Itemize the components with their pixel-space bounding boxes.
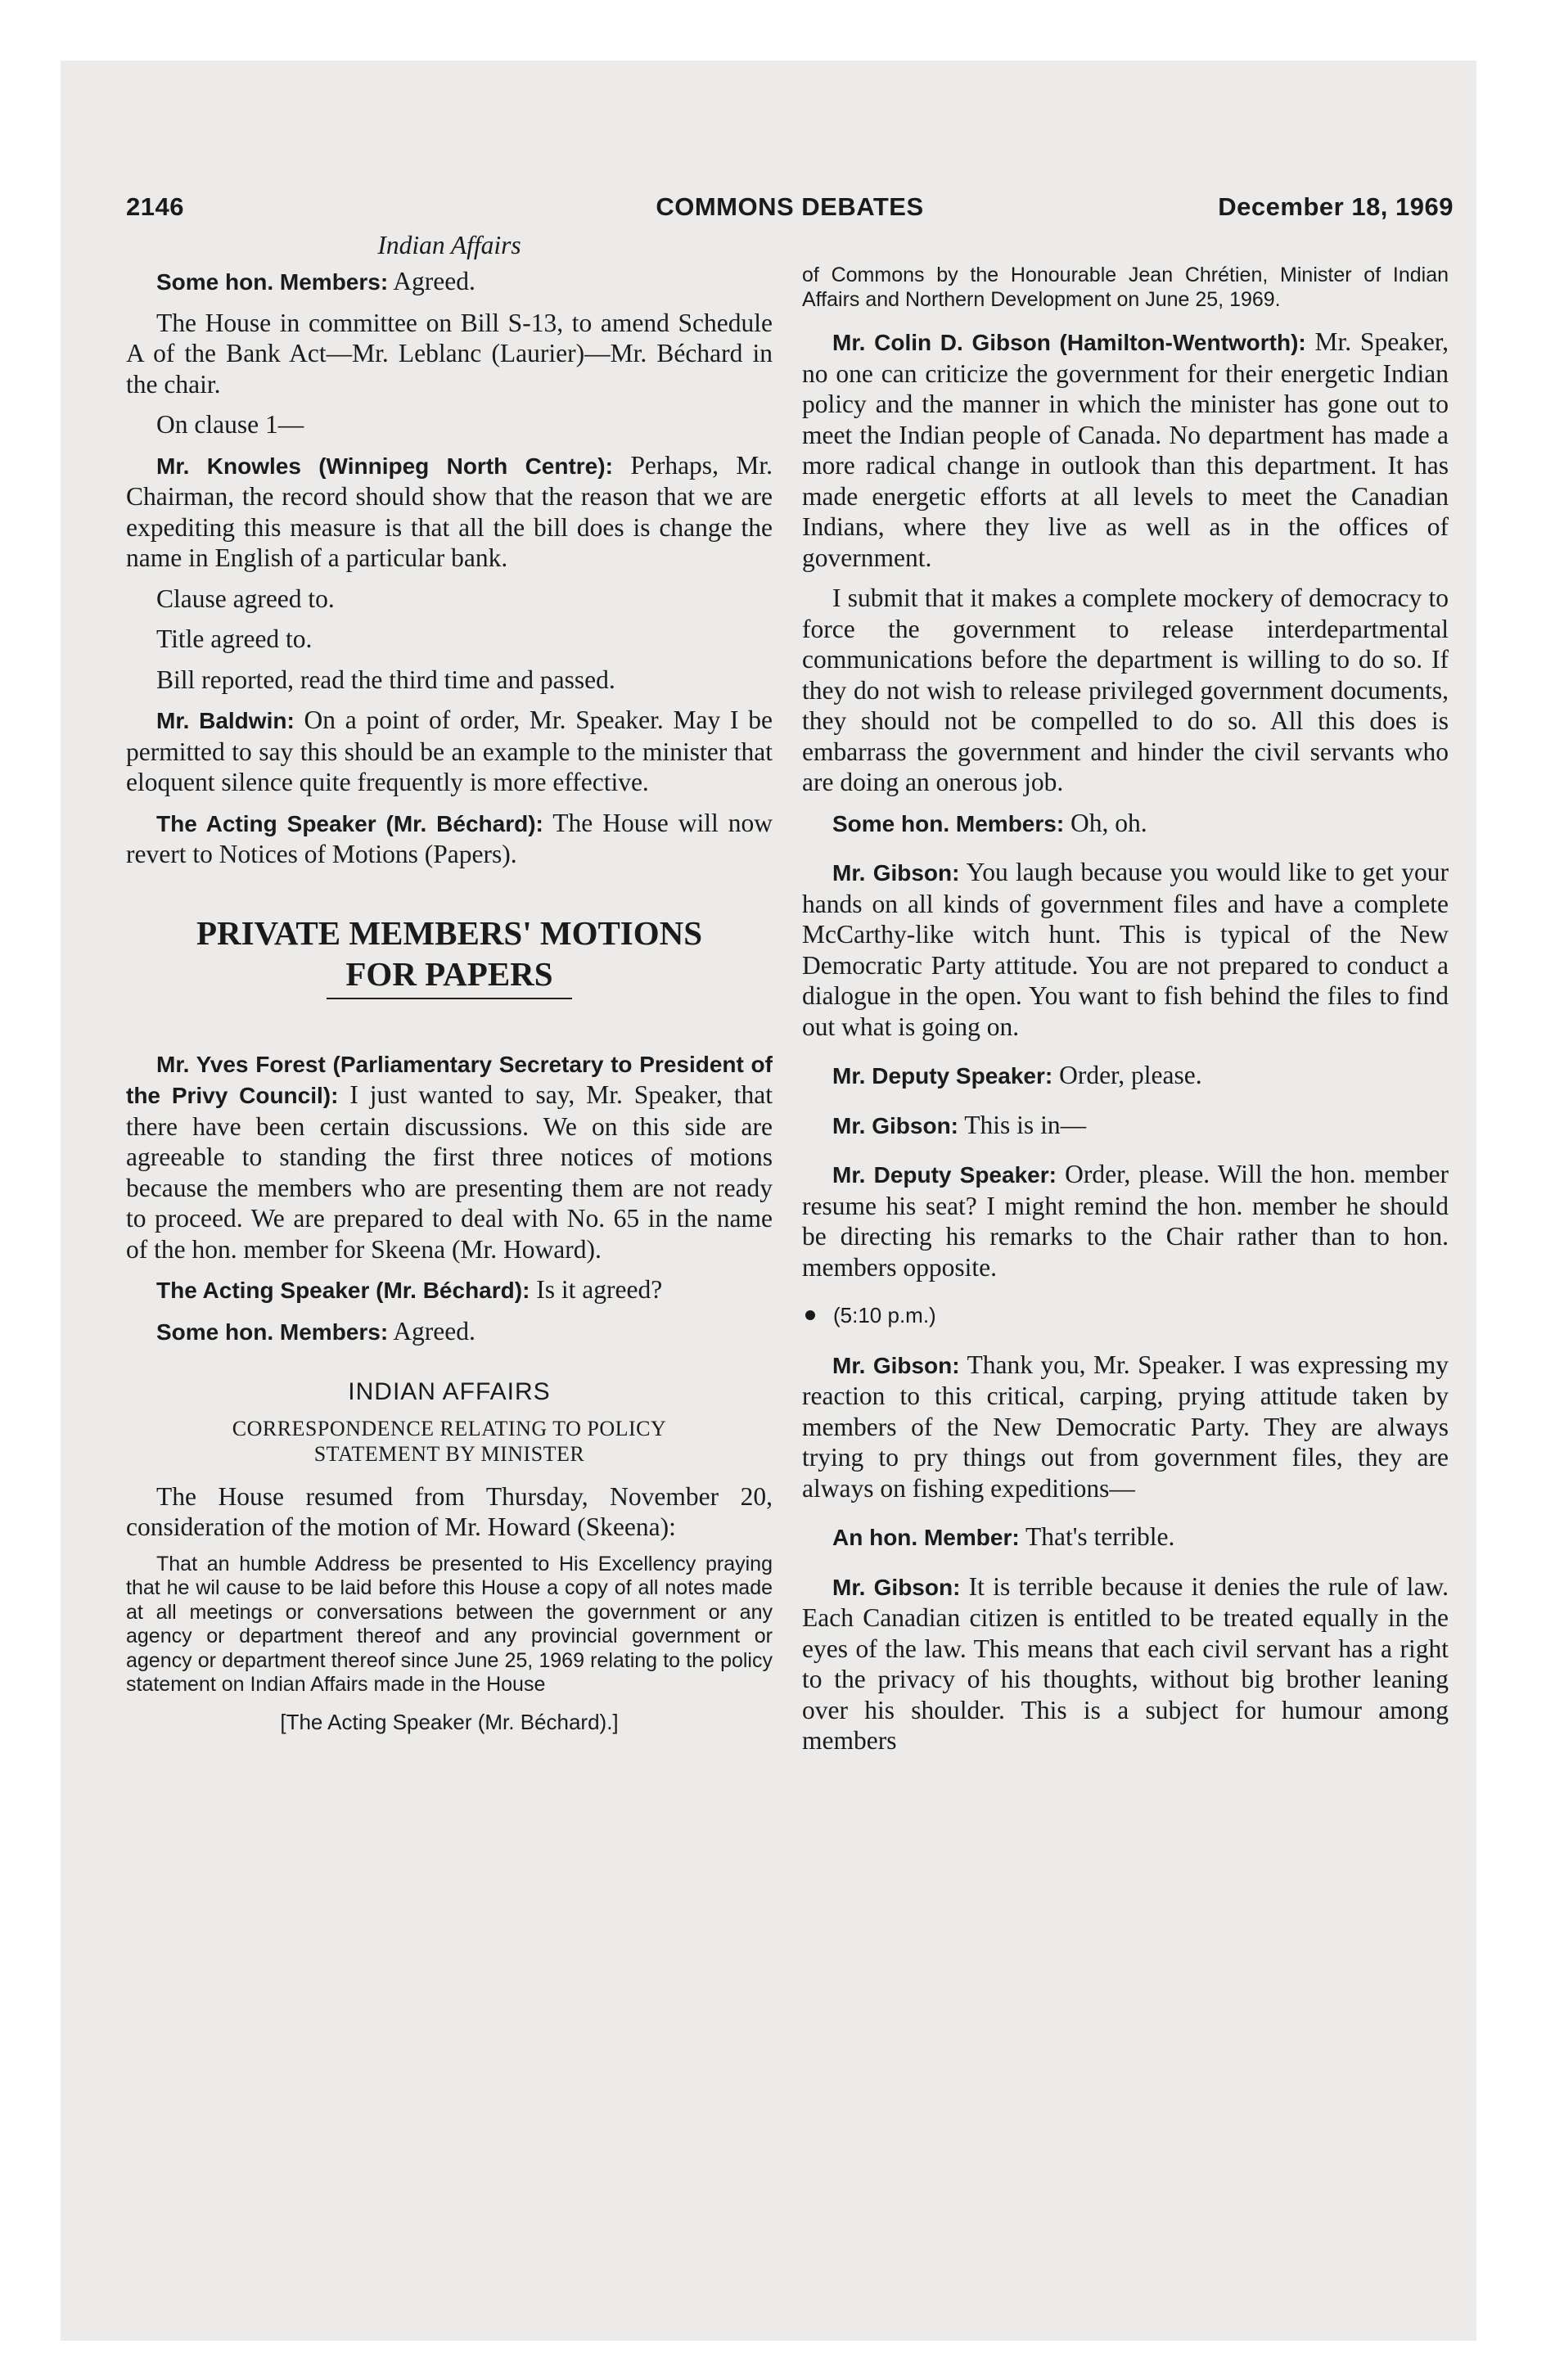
- paragraph: [126, 450, 773, 574]
- motion-text: That an humble Address be presented to His Excellency praying that he wil cause to be laid before this House a copy of all notes made at all meetings or conversations between the government or any agency or department thereof and any provincial government or agency or department thereof since June 25, 1969 relating to the policy statement on Indian Affairs made in the House: [126, 1552, 773, 1696]
- paragraph: [802, 1110, 1449, 1142]
- paragraph: The House resumed from Thursday, November 20, consideration of the motion of Mr. Howard (Skeena):: [126, 1481, 773, 1541]
- paragraph: On clause 1—: [156, 410, 304, 439]
- speaker-name: Mr. Gibson:: [832, 1352, 960, 1378]
- paragraph: Title agreed to.: [156, 624, 313, 653]
- speech-text: Order, please. Will the hon. member resume his seat? I might remind the hon. member he should be directing his remarks to the Chair rather than to hon. members opposite.: [802, 1160, 1449, 1282]
- speech-text: It is terrible because it denies the rule of law. Each Canadian citizen is entitled to be treated equally in the eyes of the law. This means that each civil servant has a right to the privacy of his thoughts, without big brother leaning over his shoulder. This is a subject for humour among members: [802, 1571, 1449, 1755]
- paragraph: [802, 808, 1449, 840]
- paragraph: [126, 705, 773, 798]
- left-column: [126, 192, 773, 2165]
- paragraph: [126, 1316, 773, 1348]
- document-page: [126, 192, 1454, 2165]
- paragraph: [802, 1350, 1449, 1504]
- heading-rule: [327, 998, 572, 999]
- speaker-name: Mr. Gibson:: [832, 1574, 961, 1600]
- speech-text: I just wanted to say, Mr. Speaker, that there have been certain discussions. We on this side are agreeable to standing the first three notices of motions because the members who are presenting them are not ready to proceed. We are prepared to deal with No. 65 in the name of the hon. member for Skeena (Mr. Howard).: [126, 1080, 773, 1264]
- speaker-name: Some hon. Members:: [156, 269, 389, 295]
- speech-text: This is in—: [958, 1110, 1087, 1139]
- speaker-name: Mr. Deputy Speaker:: [832, 1162, 1057, 1188]
- speaker-name: Mr. Gibson:: [832, 860, 960, 886]
- paragraph: [802, 1060, 1449, 1092]
- subheading-line2: STATEMENT BY MINISTER: [313, 1441, 585, 1466]
- speech-text: Agreed.: [388, 1316, 476, 1346]
- right-column: [802, 263, 1449, 2235]
- page-number: 2146: [126, 192, 184, 221]
- publication-title: COMMONS DEBATES: [656, 192, 924, 221]
- paragraph-continued: of Commons by the Honourable Jean Chrétien, Minister of Indian Affairs and Northern Development on June 25, 1969.: [802, 264, 1449, 311]
- speech-text: You laugh because you would like to get your hands on all kinds of government files and have a complete McCarthy-like witch hunt. This is typical of the New Democratic Party attitude. You are not prepared to conduct a dialogue in the open. You want to fish behind the files to find out what is going on.: [802, 858, 1449, 1041]
- speaker-name: Mr. Colin D. Gibson (Hamilton-Wentworth):: [832, 330, 1306, 355]
- speaker-name: Some hon. Members:: [156, 1318, 389, 1345]
- speech-text: Order, please.: [1052, 1061, 1202, 1089]
- speech-text: Thank you, Mr. Speaker. I was expressing my reaction to this critical, carping, prying attitude taken by members of the New Democratic Party. They are always trying to pry things out from government files, they are always on fishing expeditions—: [802, 1350, 1449, 1503]
- section-heading-line2: FOR PAPERS: [345, 954, 553, 993]
- speaker-name: Mr. Knowles (Winnipeg North Centre):: [156, 453, 613, 479]
- paragraph: Clause agreed to.: [156, 584, 335, 613]
- paragraph: [802, 1571, 1449, 1756]
- header-date: December 18, 1969: [1218, 192, 1454, 221]
- speech-text: Mr. Speaker, no one can criticize the government for their energetic Indian policy and the manner in which the minister has gone out to meet the Indian people of Canada. No department has made a more radical change in outlook than this department. It has made energetic efforts at all levels to meet the Canadian Indians, where they live as well as in the offices of government.: [802, 327, 1449, 572]
- paragraph: [126, 808, 773, 870]
- speaker-name: The Acting Speaker (Mr. Béchard):: [156, 810, 543, 836]
- speech-text: Perhaps, Mr. Chairman, the record should show that the reason that we are expediting this measure is that all the bill does is change the name in English of a particular bank.: [126, 450, 773, 572]
- paragraph: [802, 1521, 1449, 1553]
- speaker-name: The Acting Speaker (Mr. Béchard):: [156, 1278, 530, 1303]
- speaker-name: Mr. Baldwin:: [156, 708, 295, 733]
- paragraph: [802, 327, 1449, 573]
- paragraph: [126, 1274, 773, 1306]
- speech-text: The House will now revert to Notices of Motions (Papers).: [126, 808, 773, 868]
- speaker-name: An hon. Member:: [832, 1525, 1020, 1550]
- paragraph: [802, 1159, 1449, 1282]
- speech-text: Agreed.: [388, 267, 476, 295]
- running-head: Indian Affairs: [377, 231, 521, 259]
- speech-text: Is it agreed?: [530, 1275, 663, 1304]
- subheading-line1: CORRESPONDENCE RELATING TO POLICY: [232, 1416, 667, 1440]
- speaker-name: Mr. Yves Forest (Parliamentary Secretary to President of the Privy Council):: [126, 1051, 773, 1108]
- chair-note: [The Acting Speaker (Mr. Béchard).]: [280, 1709, 619, 1734]
- time-text: (5:10 p.m.): [833, 1303, 936, 1327]
- speaker-name: Some hon. Members:: [832, 810, 1065, 836]
- speech-text: That's terrible.: [1019, 1522, 1175, 1551]
- speaker-name: Mr. Gibson:: [832, 1112, 958, 1138]
- speech-text: On a point of order, Mr. Speaker. May I be permitted to say this should be an example to the minister that eloquent silence quite frequently is more effective.: [126, 705, 773, 796]
- paragraph: [126, 266, 773, 298]
- paragraph: [126, 1048, 773, 1265]
- section-heading: PRIVATE MEMBERS' MOTIONS: [196, 913, 703, 952]
- speaker-name: Mr. Deputy Speaker:: [832, 1063, 1053, 1089]
- paragraph: [802, 857, 1449, 1042]
- paragraph: The House in committee on Bill S-13, to amend Schedule A of the Bank Act—Mr. Leblanc (Laurier)—Mr. Béchard in the chair.: [126, 308, 773, 399]
- bullet-icon: [805, 1310, 815, 1320]
- paragraph: I submit that it makes a complete mockery of democracy to force the government to release interdepartmental communications before the department is willing to do so. If they do not wish to release privileged government documents, they should not be compelled to do so. All this does is embarrass the government and hinder the civil servants who are doing an onerous job.: [802, 584, 1449, 796]
- subject-heading: INDIAN AFFAIRS: [348, 1378, 551, 1405]
- speech-text: Oh, oh.: [1064, 808, 1147, 837]
- time-marker: [802, 1300, 1449, 1332]
- paragraph: Bill reported, read the third time and passed.: [156, 665, 615, 694]
